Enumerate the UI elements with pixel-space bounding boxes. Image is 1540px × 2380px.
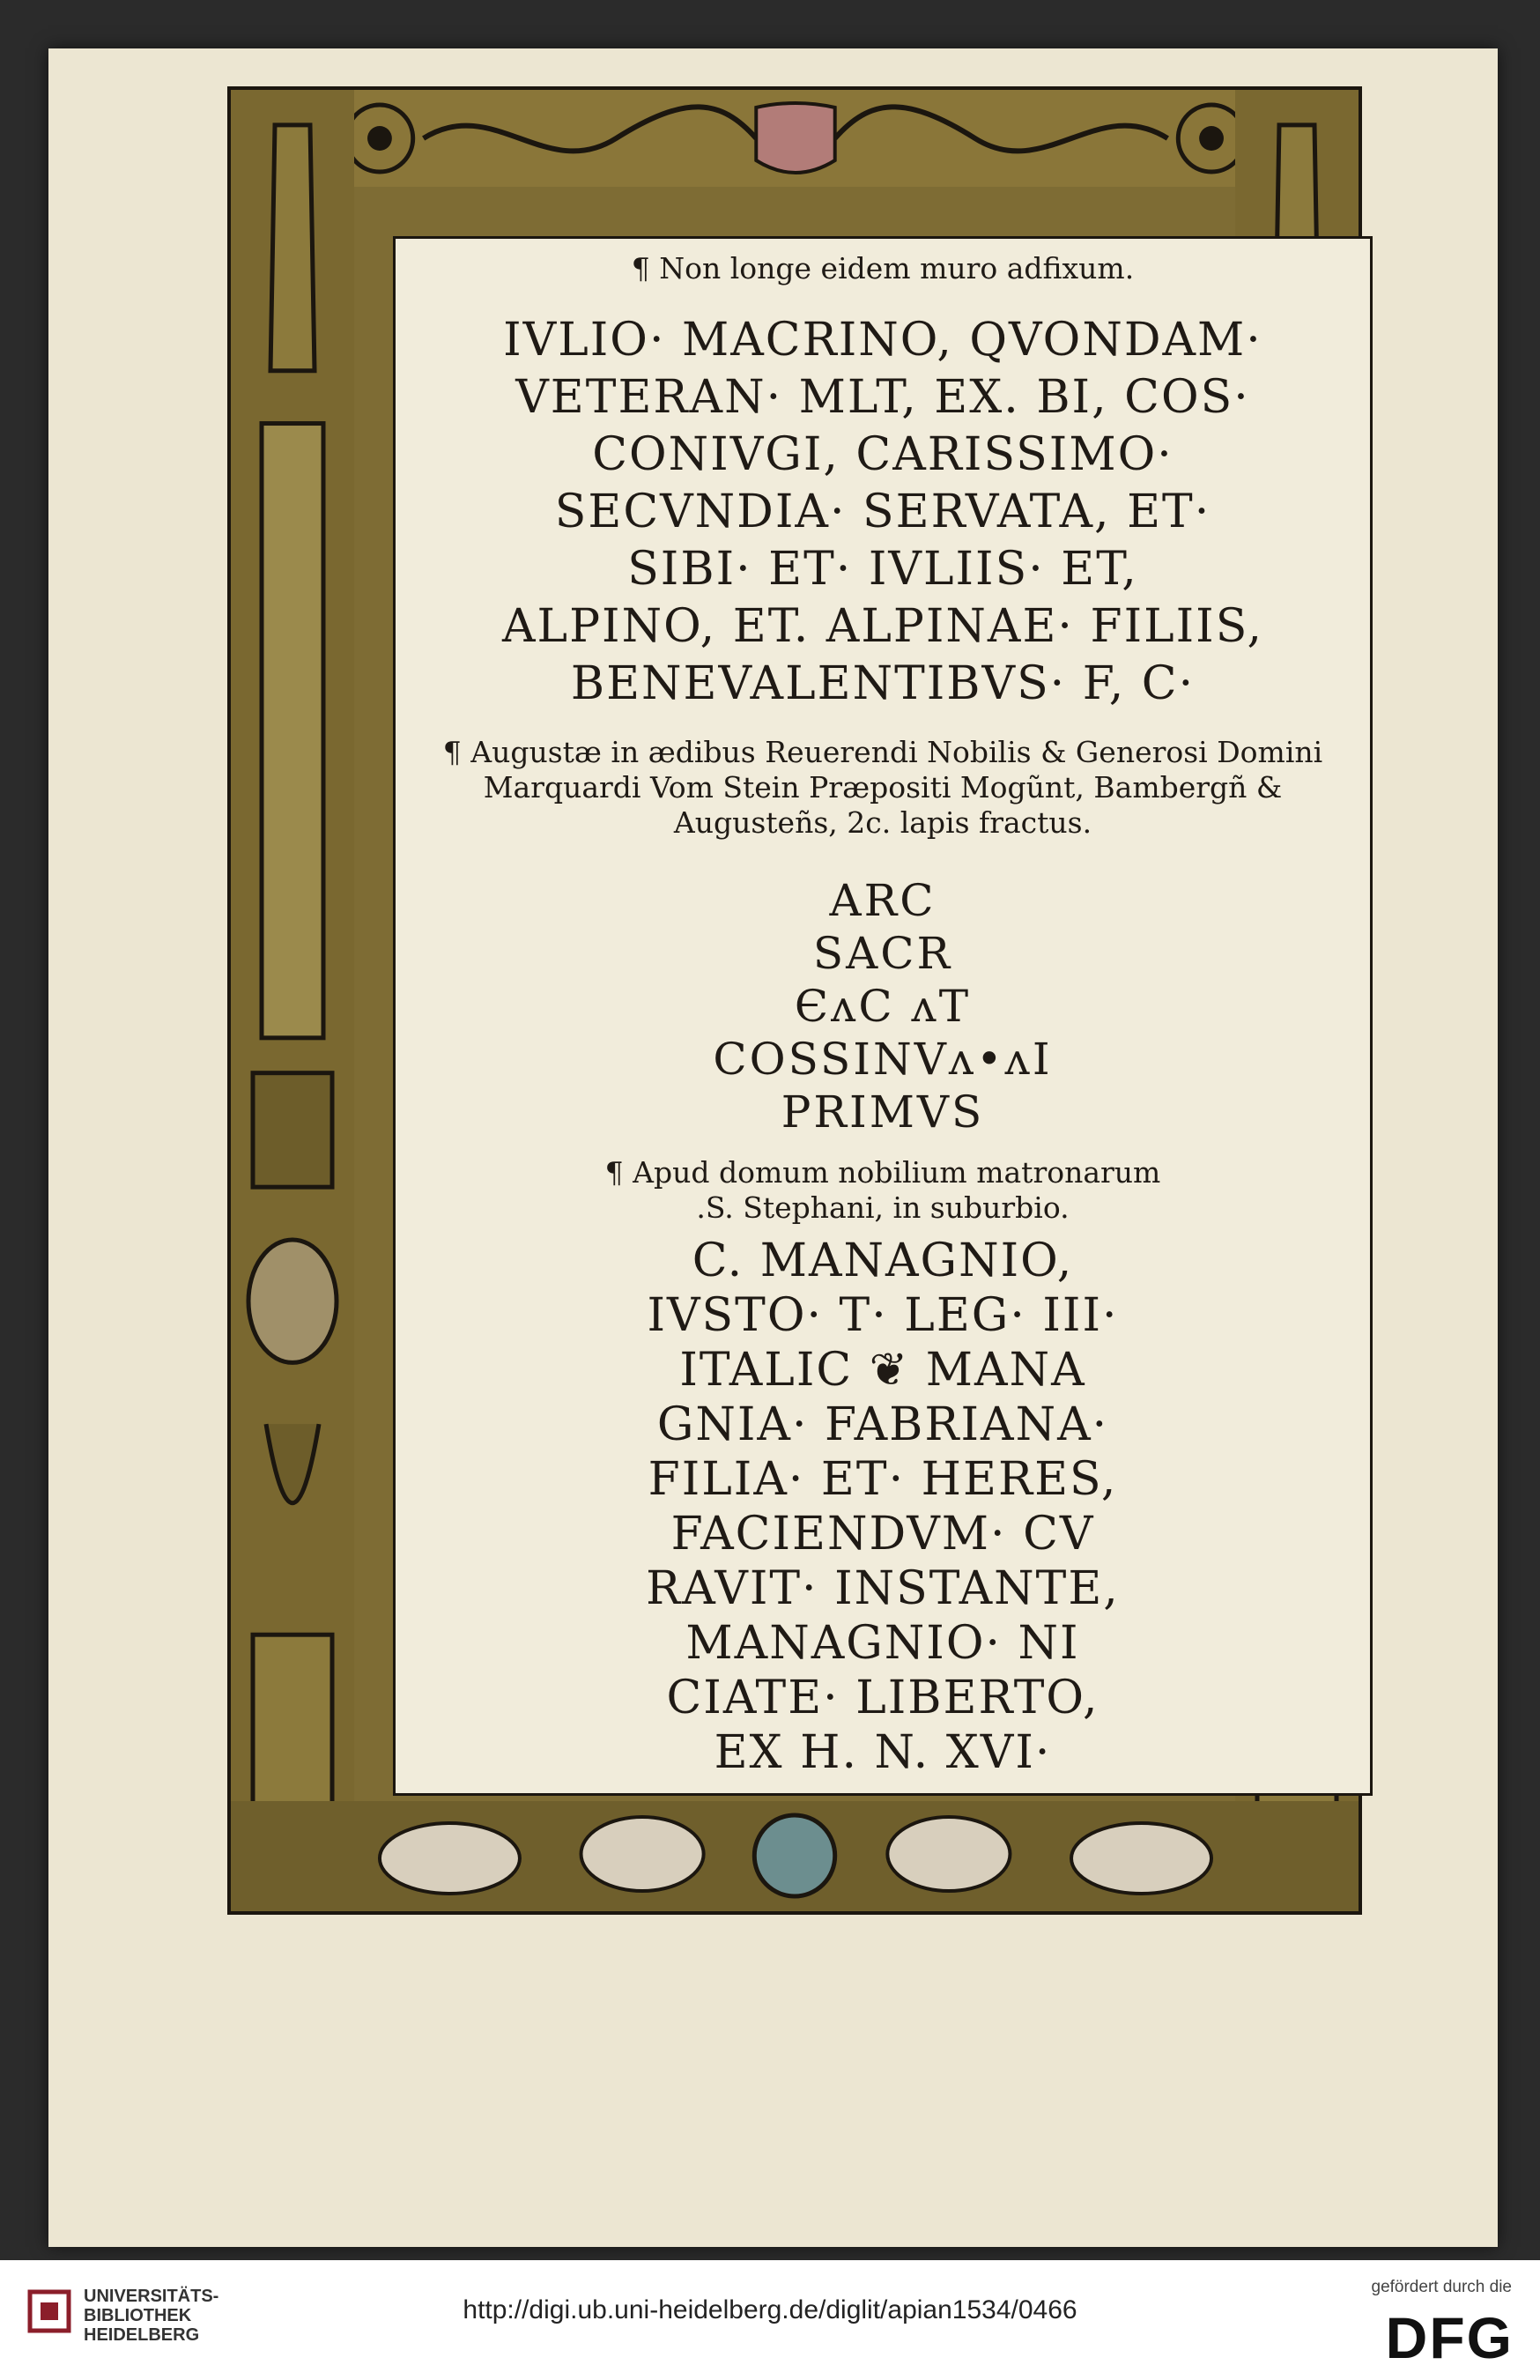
library-name-line: BIBLIOTHEK: [84, 2306, 192, 2325]
caption-apud-domum-line: ¶ Apud domum nobilium matronarum: [604, 1155, 1161, 1190]
inscription1-line: BENEVALENTIBVS· F, C·: [570, 657, 1196, 710]
caption-augustae-line: Marquardi Vom Stein Præpositi Mogũnt, Bambergñ &: [483, 770, 1283, 804]
inscription-panel: [393, 236, 1373, 1796]
inscription2-line: ЄᴧC ᴧT: [794, 981, 972, 1032]
inscription1-line: VETERAN· MLT, EX. BI, COS·: [515, 371, 1250, 424]
caption-augustae-line: ¶ Augustæ in ædibus Reuerendi Nobilis & Generosi Domini: [442, 735, 1323, 769]
inscription2-line: COSSINVᴧ•ᴧI: [713, 1034, 1053, 1085]
inscription2-line: ARC: [829, 875, 937, 926]
inscription3-line: C. MANAGNIO,: [692, 1234, 1074, 1287]
inscription3-line: CIATE· LIBERTO,: [666, 1672, 1099, 1724]
inscription3-line: IVSTO· T· LEG· III·: [647, 1289, 1119, 1342]
caption-non-longe: ¶ Non longe eidem muro adfixum.: [631, 251, 1135, 285]
frame-left-ornament: [231, 90, 354, 1911]
permalink-url[interactable]: http://digi.ub.uni-heidelberg.de/diglit/apian1534/0466: [463, 2295, 1077, 2324]
dfg-logo: DFG: [1385, 2305, 1514, 2370]
inscription1-line: SIBI· ET· IVLIIS· ET,: [627, 543, 1138, 596]
inscription2-line: PRIMVS: [781, 1086, 985, 1138]
library-name-line: HEIDELBERG: [84, 2325, 200, 2345]
inscription1-line: SECVNDIA· SERVATA, ET·: [554, 486, 1211, 538]
inscription3-line: ITALIC ❦ MANA: [679, 1344, 1086, 1397]
inscription1-line: ALPINO, ET. ALPINAE· FILIIS,: [501, 600, 1264, 653]
inscription3-line: FACIENDVM· CV: [670, 1508, 1095, 1561]
footer-bar: [0, 2260, 1540, 2380]
inscription1-line: IVLIO· MACRINO, QVONDAM·: [503, 314, 1262, 367]
inscription3-line: FILIA· ET· HERES,: [648, 1453, 1118, 1506]
inscription3-line: GNIA· FABRIANA·: [656, 1398, 1109, 1451]
caption-apud-domum-line: .S. Stephani, in suburbio.: [696, 1190, 1070, 1225]
inscription3-line: EX H. N. XVI·: [714, 1726, 1052, 1779]
inscription1-line: CONIVGI, CARISSIMO·: [592, 428, 1174, 481]
inscription3-line: MANAGNIO· NI: [685, 1617, 1080, 1670]
library-name-line: UNIVERSITÄTS-: [84, 2287, 219, 2306]
inscription3-line: RAVIT· INSTANTE,: [646, 1562, 1120, 1615]
frame-bottom-ornament: [231, 1801, 1359, 1911]
frame-top-ornament: [231, 90, 1359, 187]
inscription2-line: SACR: [812, 928, 953, 979]
funding-note: gefördert durch die: [1371, 2278, 1512, 2296]
caption-augustae-line: Augusteñs, 2c. lapis fractus.: [673, 805, 1092, 840]
